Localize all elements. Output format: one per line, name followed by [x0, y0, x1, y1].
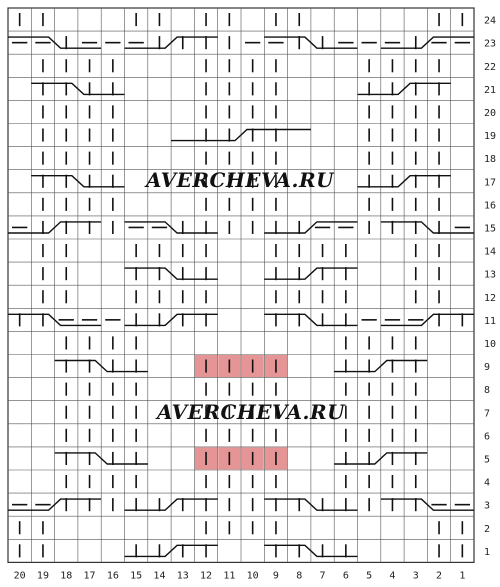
row-number: 15 — [484, 223, 497, 235]
row-number: 19 — [484, 131, 497, 143]
row-number: 22 — [484, 61, 497, 73]
row-number: 18 — [484, 154, 497, 166]
column-number: 13 — [176, 570, 189, 582]
column-number: 4 — [389, 570, 396, 582]
column-number: 1 — [459, 570, 466, 582]
row-number: 24 — [484, 15, 497, 27]
column-number: 19 — [36, 570, 49, 582]
column-number: 11 — [223, 570, 236, 582]
row-number: 23 — [484, 38, 497, 50]
row-number: 17 — [484, 177, 497, 189]
row-number: 1 — [484, 546, 491, 558]
row-number: 4 — [484, 477, 491, 489]
watermark-top: AVERCHEVA.RU — [146, 168, 335, 192]
column-number: 7 — [319, 570, 326, 582]
row-number: 14 — [484, 246, 497, 258]
column-number: 14 — [153, 570, 166, 582]
row-number: 16 — [484, 200, 497, 212]
column-number: 10 — [246, 570, 259, 582]
row-number: 6 — [484, 431, 491, 443]
column-number: 15 — [130, 570, 143, 582]
column-number: 16 — [106, 570, 119, 582]
row-number: 13 — [484, 269, 497, 281]
row-number: 10 — [484, 338, 497, 350]
row-number: 12 — [484, 292, 497, 304]
row-number: 2 — [484, 523, 491, 535]
column-number: 20 — [13, 570, 26, 582]
grid-layer — [8, 8, 474, 562]
column-number: 3 — [412, 570, 419, 582]
row-numbers — [484, 16, 496, 558]
watermark-bottom: AVERCHEVA.RU — [157, 400, 346, 424]
column-numbers — [14, 570, 466, 581]
row-number: 20 — [484, 107, 497, 119]
row-number: 9 — [484, 362, 491, 374]
row-number: 7 — [484, 408, 491, 420]
row-number: 21 — [484, 84, 497, 96]
column-number: 9 — [272, 570, 279, 582]
row-number: 8 — [484, 385, 491, 397]
column-number: 12 — [200, 570, 213, 582]
row-number: 3 — [484, 500, 491, 512]
column-number: 2 — [436, 570, 443, 582]
column-number: 18 — [60, 570, 73, 582]
row-number: 5 — [484, 454, 491, 466]
column-number: 5 — [366, 570, 373, 582]
row-number: 11 — [484, 315, 497, 327]
column-number: 6 — [342, 570, 349, 582]
column-number: 17 — [83, 570, 96, 582]
column-number: 8 — [296, 570, 303, 582]
